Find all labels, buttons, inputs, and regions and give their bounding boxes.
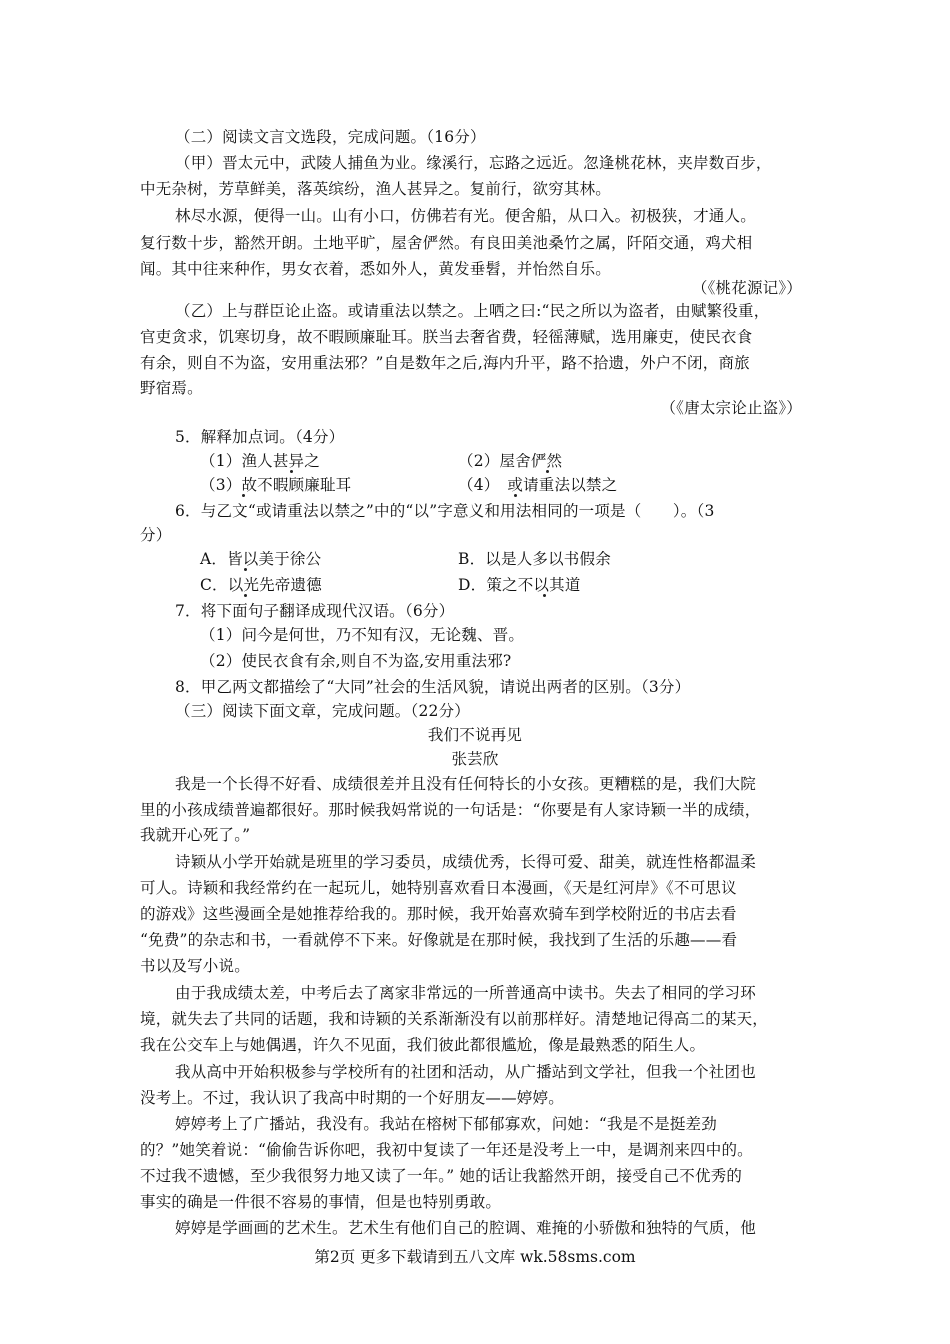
- text-line: 官吏贪求，饥寒切身，故不暇顾廉耻耳。朕当去奢省费，轻徭薄赋，选用廉吏，使民衣食: [140, 328, 753, 346]
- text-line: 复行数十步，豁然开朗。土地平旷，屋舍俨然。有良田美池桑竹之属，阡陌交通，鸡犬相: [140, 234, 753, 252]
- text-line: 事实的确是一件很不容易的事情，但是也特别勇敢。: [140, 1193, 502, 1211]
- text-line: 野宿焉。: [140, 379, 203, 397]
- text-line: C．以光先帝遗德: [200, 576, 322, 594]
- text-line: 分）: [140, 526, 172, 544]
- text-line: （2）使民衣食有余,则自不为盗,安用重法邪?: [200, 652, 512, 670]
- text-line: 张芸欣: [451, 750, 499, 768]
- emphasis-dot: [543, 594, 546, 597]
- text-line: （1）渔人甚异之: [200, 452, 320, 470]
- text-line: 我从高中开始积极参与学校所有的社团和活动，从广播站到文学社，但我一个社团也: [175, 1063, 756, 1081]
- text-line: （三）阅读下面文章，完成问题。（22分）: [175, 702, 470, 720]
- text-line: “免费”的杂志和书，一看就停不下来。好像就是在那时候，我找到了生活的乐趣——看: [140, 931, 738, 949]
- text-line: 6．与乙文“或请重法以禁之”中的“以”字意义和用法相同的一项是（ ）。（3: [175, 502, 715, 520]
- text-line: 有余，则自不为盗，安用重法邪？”自是数年之后,海内升平，路不拾遗，外户不闭，商旅: [140, 354, 750, 372]
- emphasis-dot: [546, 470, 549, 473]
- emphasis-dot: [242, 494, 245, 497]
- text-line: 的？”她笑着说：“偷偷告诉你吧，我初中复读了一年还是没考上一中，是调剂来四中的。: [140, 1141, 753, 1159]
- emphasis-dot: [244, 568, 247, 571]
- emphasis-dot: [290, 470, 293, 473]
- text-line: 的游戏》这些漫画全是她推荐给我的。那时候，我开始喜欢骑车到学校附近的书店去看: [140, 905, 737, 923]
- emphasis-dot: [244, 594, 247, 597]
- text-line: （《桃花源记》）: [691, 279, 802, 297]
- text-line: （二）阅读文言文选段，完成问题。（16分）: [175, 128, 486, 146]
- text-line: 7．将下面句子翻译成现代汉语。（6分）: [175, 602, 455, 620]
- emphasis-dot: [514, 494, 517, 497]
- text-line: A．皆以美于徐公: [200, 550, 322, 568]
- text-line: 我就开心死了。”: [140, 826, 251, 844]
- text-line: （《唐太宗论止盗》）: [660, 399, 802, 417]
- page-footer: 第2页 更多下载请到五八文库 wk.58sms.com: [314, 1248, 636, 1266]
- text-line: 8．甲乙两文都描绘了“大同”社会的生活风貌，请说出两者的区别。（3分）: [175, 678, 691, 696]
- text-line: （乙）上与群臣论止盗。或请重法以禁之。上哂之曰:“民之所以为盗者，由赋繁役重，: [175, 302, 770, 320]
- text-line: 我在公交车上与她偶遇，许久不见面，我们彼此都很尴尬，像是最熟悉的陌生人。: [140, 1036, 706, 1054]
- text-line: 我们不说再见: [427, 726, 523, 744]
- text-line: 中无杂树，芳草鲜美，落英缤纷，渔人甚异之。复前行，欲穷其林。: [140, 180, 612, 198]
- text-line: 婷婷考上了广播站，我没有。我站在榕树下郁郁寡欢，问她：“我是不是挺差劲: [175, 1115, 717, 1133]
- text-line: 我是一个长得不好看、成绩很差并且没有任何特长的小女孩。更糟糕的是，我们大院: [175, 775, 756, 793]
- text-line: 没考上。不过，我认识了我高中时期的一个好朋友——婷婷。: [140, 1089, 564, 1107]
- text-line: 可人。诗颖和我经常约在一起玩儿，她特别喜欢看日本漫画，《天是红河岸》《不可思议: [140, 879, 737, 897]
- text-line: 由于我成绩太差，中考后去了离家非常远的一所普通高中读书。失去了相同的学习环: [175, 984, 756, 1002]
- text-line: 5．解释加点词。（4分）: [175, 428, 345, 446]
- text-line: （4） 或请重法以禁之: [458, 476, 618, 494]
- text-line: D．策之不以其道: [458, 576, 581, 594]
- text-line: 不过我不遗憾，至少我很努力地又读了一年。” 她的话让我豁然开朗，接受自己不优秀的: [140, 1167, 743, 1185]
- text-line: （1）问今是何世，乃不知有汉，无论魏、晋。: [200, 626, 525, 644]
- text-line: 婷婷是学画画的艺术生。艺术生有他们自己的腔调、难掩的小骄傲和独特的气质，他: [175, 1219, 756, 1237]
- text-line: （3）故不暇顾廉耻耳: [200, 476, 352, 494]
- text-line: 境，就失去了共同的话题，我和诗颖的关系渐渐没有以前那样好。清楚地记得高二的某天，: [140, 1010, 769, 1028]
- text-line: 诗颖从小学开始就是班里的学习委员，成绩优秀，长得可爱、甜美，就连性格都温柔: [175, 853, 756, 871]
- text-line: （2）屋舍俨然: [458, 452, 563, 470]
- text-line: （甲）晋太元中，武陵人捕鱼为业。缘溪行，忘路之远近。忽逢桃花林，夹岸数百步，: [175, 154, 772, 172]
- text-line: 林尽水源，便得一山。山有小口，仿佛若有光。便舍船，从口入。初极狭，才通人。: [175, 207, 756, 225]
- text-line: B．以是人多以书假余: [458, 550, 611, 568]
- text-line: 里的小孩成绩普遍都很好。那时候我妈常说的一句话是：“你要是有人家诗颖一半的成绩，: [140, 801, 761, 819]
- text-line: 书以及写小说。: [140, 957, 250, 975]
- text-line: 闻。其中往来种作，男女衣着，悉如外人，黄发垂髫，并怡然自乐。: [140, 260, 612, 278]
